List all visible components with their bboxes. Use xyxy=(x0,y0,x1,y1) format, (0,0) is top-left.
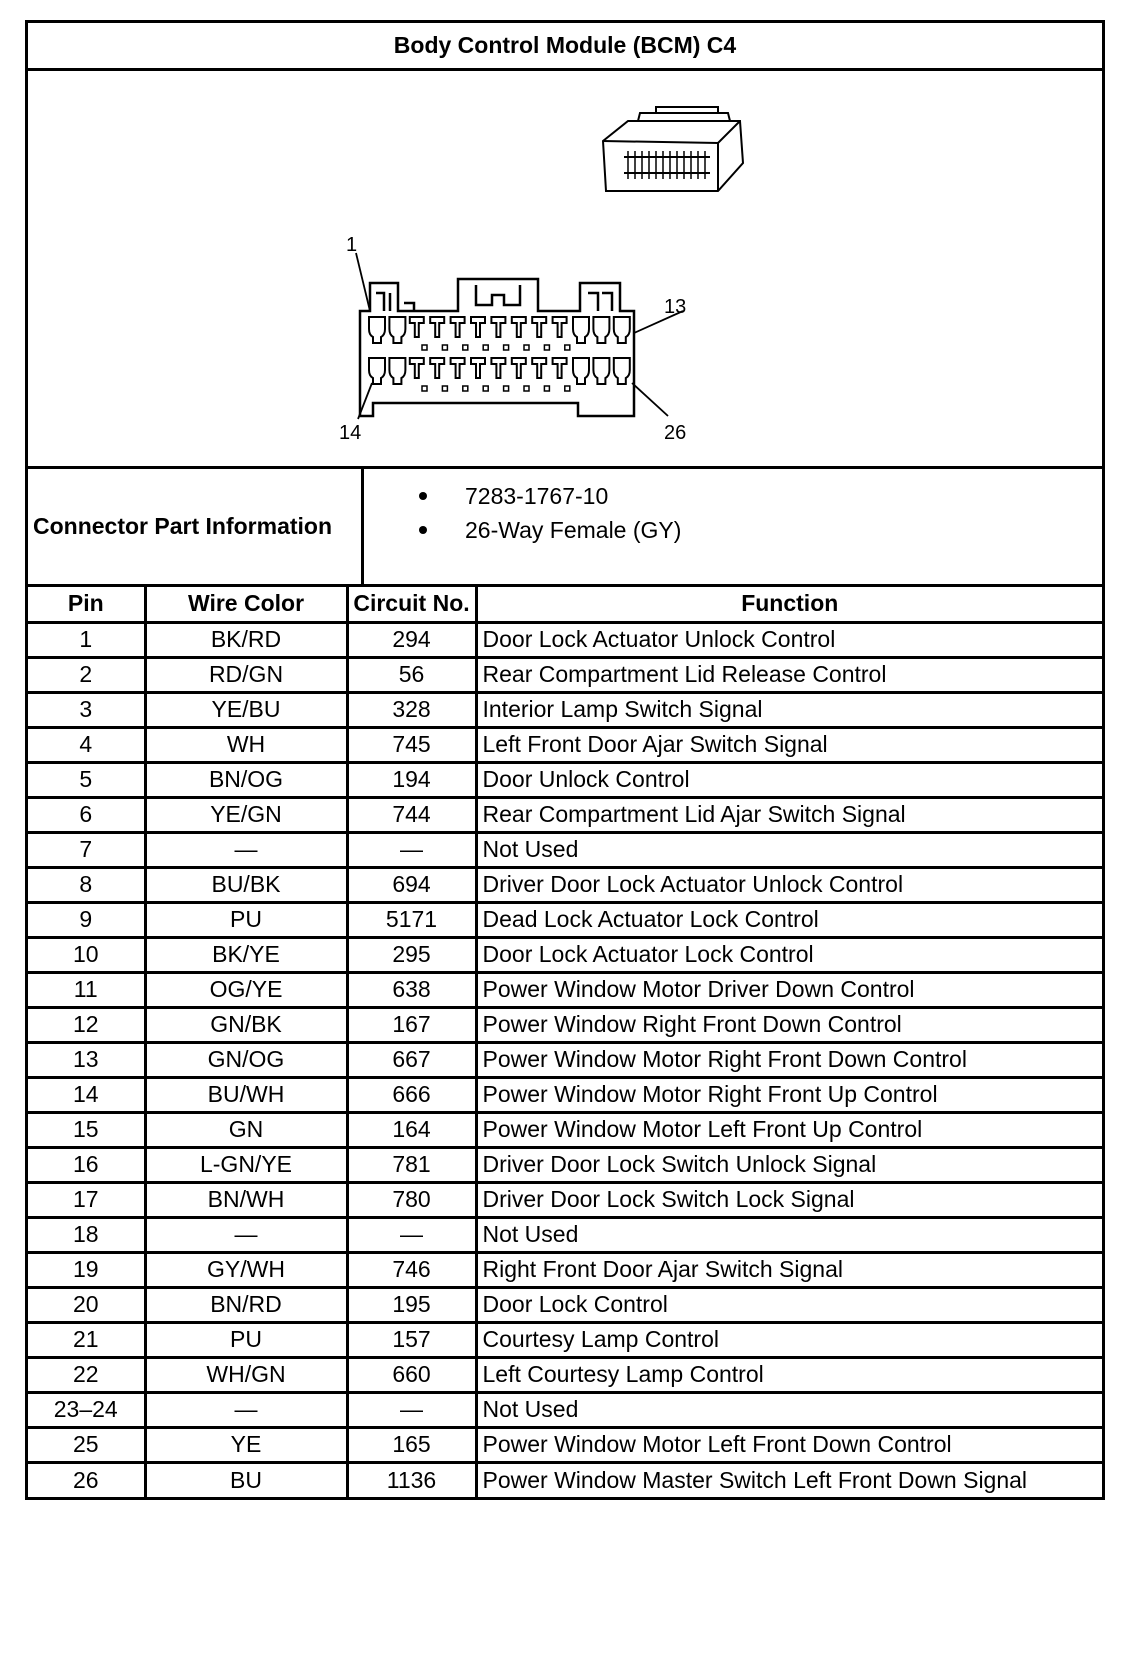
header-circuit-no: Circuit No. xyxy=(347,587,476,622)
pin-cell: 23–24 xyxy=(28,1392,145,1427)
callout-line-1 xyxy=(356,253,370,311)
header-function: Function xyxy=(476,587,1102,622)
pin-cell: 7 xyxy=(28,832,145,867)
pin-cavity xyxy=(573,317,589,343)
circuit-cell: 294 xyxy=(347,622,476,657)
connector-info-label: Connector Part Information xyxy=(28,469,364,584)
pin-cavity xyxy=(451,358,465,378)
pin-cell: 4 xyxy=(28,727,145,762)
header-pin: Pin xyxy=(28,587,145,622)
function-cell: Courtesy Lamp Control xyxy=(476,1322,1102,1357)
pin-cell: 3 xyxy=(28,692,145,727)
pin-cavity xyxy=(471,358,485,378)
table-row xyxy=(28,867,1102,902)
pin-cell: 6 xyxy=(28,797,145,832)
circuit-cell: 195 xyxy=(347,1287,476,1322)
pin-cavity xyxy=(491,317,505,337)
function-cell: Rear Compartment Lid Release Control xyxy=(476,657,1102,692)
pin-cell: 22 xyxy=(28,1357,145,1392)
circuit-cell: 781 xyxy=(347,1147,476,1182)
circuit-cell: 56 xyxy=(347,657,476,692)
function-cell: Power Window Motor Driver Down Control xyxy=(476,972,1102,1007)
pin-cell: 5 xyxy=(28,762,145,797)
table-row xyxy=(28,727,1102,762)
wire-color-cell: — xyxy=(145,1217,347,1252)
page-title: Body Control Module (BCM) C4 xyxy=(28,23,1102,71)
function-cell: Door Lock Actuator Lock Control xyxy=(476,937,1102,972)
function-cell: Power Window Motor Left Front Down Control xyxy=(476,1427,1102,1462)
latch-window xyxy=(483,386,488,391)
pin-cavity xyxy=(471,317,485,337)
latch-window xyxy=(463,345,468,350)
pin-cavity xyxy=(410,317,424,337)
wire-color-cell: BN/WH xyxy=(145,1182,347,1217)
pin-cavity xyxy=(369,358,385,384)
circuit-cell: 5171 xyxy=(347,902,476,937)
pin-cavity xyxy=(614,317,630,343)
circuit-cell: 1136 xyxy=(347,1462,476,1497)
table-row xyxy=(28,1217,1102,1252)
circuit-cell: — xyxy=(347,832,476,867)
table-row xyxy=(28,1427,1102,1462)
wire-color-cell: GN/BK xyxy=(145,1007,347,1042)
function-cell: Driver Door Lock Switch Unlock Signal xyxy=(476,1147,1102,1182)
pin-cavity xyxy=(430,317,444,337)
pin-cavity xyxy=(593,358,609,384)
pin-cavity xyxy=(451,317,465,337)
pin-cell: 9 xyxy=(28,902,145,937)
pin-cavity xyxy=(593,317,609,343)
wire-color-cell: PU xyxy=(145,902,347,937)
circuit-cell: 746 xyxy=(347,1252,476,1287)
latch-window xyxy=(442,345,447,350)
circuit-cell: 745 xyxy=(347,727,476,762)
latch-window xyxy=(483,345,488,350)
wire-color-cell: PU xyxy=(145,1322,347,1357)
connector-description: 26-Way Female (GY) xyxy=(465,516,682,543)
function-cell: Right Front Door Ajar Switch Signal xyxy=(476,1252,1102,1287)
function-cell: Door Lock Control xyxy=(476,1287,1102,1322)
latch-window xyxy=(524,386,529,391)
wire-color-cell: — xyxy=(145,1392,347,1427)
table-row xyxy=(28,692,1102,727)
circuit-cell: 295 xyxy=(347,937,476,972)
circuit-cell: 157 xyxy=(347,1322,476,1357)
connector-figure xyxy=(28,71,1102,469)
function-cell: Power Window Motor Right Front Down Control xyxy=(476,1042,1102,1077)
circuit-cell: — xyxy=(347,1217,476,1252)
pin-cell: 19 xyxy=(28,1252,145,1287)
pin-cell: 10 xyxy=(28,937,145,972)
wire-color-cell: WH xyxy=(145,727,347,762)
table-row xyxy=(28,622,1102,657)
wire-color-cell: BN/RD xyxy=(145,1287,347,1322)
wire-color-cell: — xyxy=(145,832,347,867)
table-row xyxy=(28,1007,1102,1042)
latch-window xyxy=(422,345,427,350)
function-cell: Dead Lock Actuator Lock Control xyxy=(476,902,1102,937)
pin-cavity xyxy=(553,358,567,378)
pin-cell: 11 xyxy=(28,972,145,1007)
circuit-cell: 194 xyxy=(347,762,476,797)
connector-3d-view xyxy=(603,107,743,191)
wire-color-cell: YE/GN xyxy=(145,797,347,832)
table-row xyxy=(28,1182,1102,1217)
pin-cavity xyxy=(573,358,589,384)
latch-window xyxy=(463,386,468,391)
pin-cavity xyxy=(410,358,424,378)
pin-cell: 14 xyxy=(28,1077,145,1112)
pin-cell: 16 xyxy=(28,1147,145,1182)
wire-color-cell: BU/WH xyxy=(145,1077,347,1112)
latch-window xyxy=(422,386,427,391)
circuit-cell: 667 xyxy=(347,1042,476,1077)
wire-color-cell: BK/YE xyxy=(145,937,347,972)
table-row xyxy=(28,1322,1102,1357)
table-row xyxy=(28,1462,1102,1497)
pinout-table xyxy=(28,587,1102,1497)
table-row xyxy=(28,902,1102,937)
cavity-rows xyxy=(369,317,630,391)
table-row xyxy=(28,1077,1102,1112)
pin-label-26: 26 xyxy=(664,422,687,444)
bullet-icon xyxy=(419,492,427,500)
connector-sheet xyxy=(25,20,1105,1500)
wire-color-cell: BU/BK xyxy=(145,867,347,902)
pin-cavity xyxy=(491,358,505,378)
function-cell: Left Front Door Ajar Switch Signal xyxy=(476,727,1102,762)
pin-cavity xyxy=(532,358,546,378)
table-row xyxy=(28,1392,1102,1427)
pin-cell: 15 xyxy=(28,1112,145,1147)
table-header-row xyxy=(28,587,1102,622)
connector-face-view xyxy=(360,279,634,416)
circuit-cell: 660 xyxy=(347,1357,476,1392)
connector-info-item xyxy=(419,479,681,513)
pin-cavity xyxy=(389,358,405,384)
circuit-cell: 164 xyxy=(347,1112,476,1147)
function-cell: Door Lock Actuator Unlock Control xyxy=(476,622,1102,657)
pin-cell: 26 xyxy=(28,1462,145,1497)
pin-cavity xyxy=(512,317,526,337)
wire-color-cell: BU xyxy=(145,1462,347,1497)
table-row xyxy=(28,762,1102,797)
pin-cell: 21 xyxy=(28,1322,145,1357)
table-row xyxy=(28,1287,1102,1322)
pin-cavity xyxy=(389,317,405,343)
pin-cell: 20 xyxy=(28,1287,145,1322)
wire-color-cell: GY/WH xyxy=(145,1252,347,1287)
wire-color-cell: YE xyxy=(145,1427,347,1462)
header-wire-color: Wire Color xyxy=(145,587,347,622)
pin-cavity xyxy=(614,358,630,384)
circuit-cell: 780 xyxy=(347,1182,476,1217)
connector-part-info xyxy=(28,469,1102,587)
pin-label-1: 1 xyxy=(346,234,358,256)
wire-color-cell: RD/GN xyxy=(145,657,347,692)
function-cell: Power Window Motor Right Front Up Control xyxy=(476,1077,1102,1112)
function-cell: Power Window Motor Left Front Up Control xyxy=(476,1112,1102,1147)
pin-label-13: 13 xyxy=(664,296,687,318)
function-cell: Rear Compartment Lid Ajar Switch Signal xyxy=(476,797,1102,832)
part-number: 7283-1767-10 xyxy=(465,482,609,509)
function-cell: Interior Lamp Switch Signal xyxy=(476,692,1102,727)
wire-color-cell: YE/BU xyxy=(145,692,347,727)
latch-window xyxy=(442,386,447,391)
function-cell: Door Unlock Control xyxy=(476,762,1102,797)
latch-window xyxy=(504,345,509,350)
wire-color-cell: GN xyxy=(145,1112,347,1147)
pin-cavity xyxy=(553,317,567,337)
latch-window xyxy=(565,345,570,350)
latch-window xyxy=(544,386,549,391)
function-cell: Left Courtesy Lamp Control xyxy=(476,1357,1102,1392)
circuit-cell: — xyxy=(347,1392,476,1427)
pin-cavity xyxy=(512,358,526,378)
pin-cavity xyxy=(369,317,385,343)
connector-info-list xyxy=(364,469,681,584)
pin-cell: 12 xyxy=(28,1007,145,1042)
pin-cell: 13 xyxy=(28,1042,145,1077)
table-row xyxy=(28,832,1102,867)
function-cell: Not Used xyxy=(476,832,1102,867)
pin-cell: 18 xyxy=(28,1217,145,1252)
latch-window xyxy=(524,345,529,350)
pin-label-14: 14 xyxy=(339,422,362,444)
latch-window xyxy=(504,386,509,391)
table-row xyxy=(28,1042,1102,1077)
table-row xyxy=(28,1147,1102,1182)
wire-color-cell: WH/GN xyxy=(145,1357,347,1392)
wire-color-cell: BK/RD xyxy=(145,622,347,657)
pin-cell: 2 xyxy=(28,657,145,692)
table-row xyxy=(28,1112,1102,1147)
pin-cavity xyxy=(532,317,546,337)
circuit-cell: 694 xyxy=(347,867,476,902)
function-cell: Power Window Right Front Down Control xyxy=(476,1007,1102,1042)
function-cell: Not Used xyxy=(476,1392,1102,1427)
bullet-icon xyxy=(419,526,427,534)
pin-cell: 8 xyxy=(28,867,145,902)
table-row xyxy=(28,657,1102,692)
circuit-cell: 165 xyxy=(347,1427,476,1462)
circuit-cell: 328 xyxy=(347,692,476,727)
circuit-cell: 638 xyxy=(347,972,476,1007)
function-cell: Power Window Master Switch Left Front Down Signal xyxy=(476,1462,1102,1497)
pin-cell: 17 xyxy=(28,1182,145,1217)
callout-line-26 xyxy=(632,383,668,416)
pin-cavity xyxy=(430,358,444,378)
function-cell: Driver Door Lock Switch Lock Signal xyxy=(476,1182,1102,1217)
table-row xyxy=(28,972,1102,1007)
circuit-cell: 666 xyxy=(347,1077,476,1112)
table-row xyxy=(28,1252,1102,1287)
pin-cell: 25 xyxy=(28,1427,145,1462)
table-row xyxy=(28,797,1102,832)
connector-diagram xyxy=(28,71,1102,466)
latch-window xyxy=(544,345,549,350)
wire-color-cell: OG/YE xyxy=(145,972,347,1007)
circuit-cell: 744 xyxy=(347,797,476,832)
table-row xyxy=(28,937,1102,972)
table-row xyxy=(28,1357,1102,1392)
circuit-cell: 167 xyxy=(347,1007,476,1042)
wire-color-cell: L-GN/YE xyxy=(145,1147,347,1182)
wire-color-cell: BN/OG xyxy=(145,762,347,797)
connector-info-item xyxy=(419,513,681,547)
latch-window xyxy=(565,386,570,391)
function-cell: Driver Door Lock Actuator Unlock Control xyxy=(476,867,1102,902)
function-cell: Not Used xyxy=(476,1217,1102,1252)
pin-cell: 1 xyxy=(28,622,145,657)
wire-color-cell: GN/OG xyxy=(145,1042,347,1077)
